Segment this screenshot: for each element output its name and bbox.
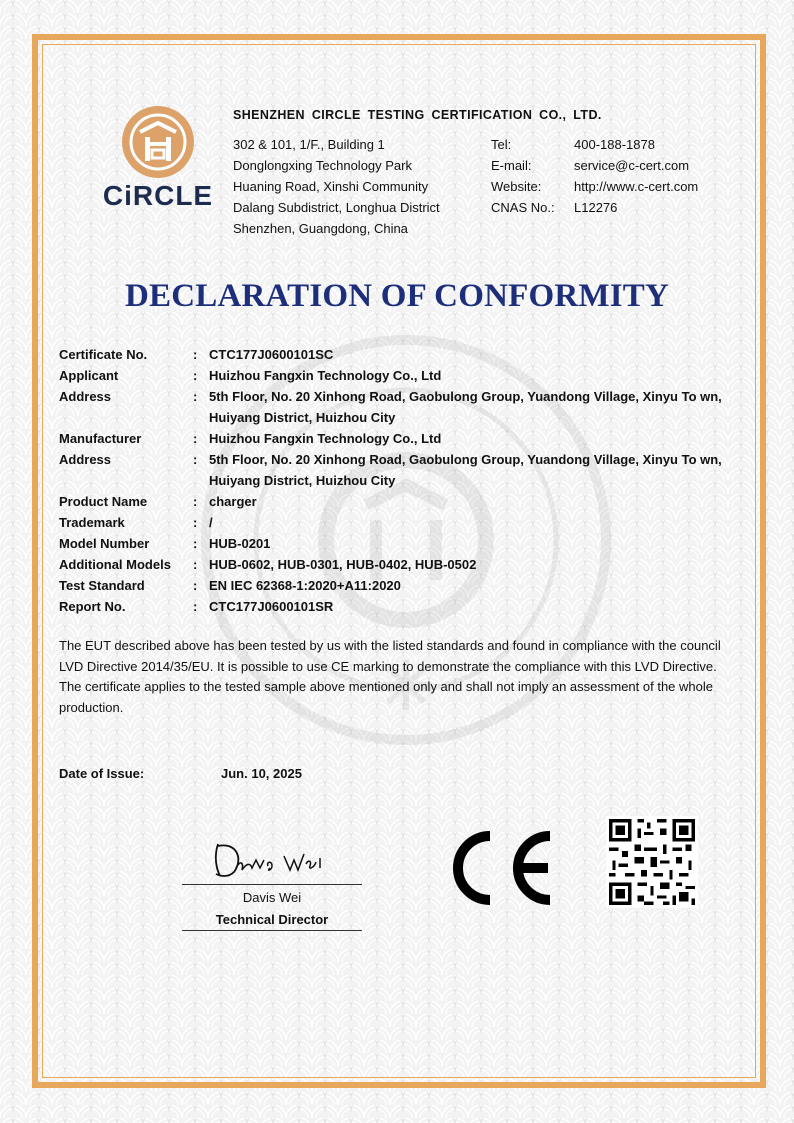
- contact-key: E-mail:: [491, 158, 532, 173]
- contact-website: [491, 176, 698, 197]
- statement-paragraph: The EUT described above has been tested by us with the listed standards and found in compliance with the council LVD Directive 2014/35/EU. It is possible to use CE marking to demonstrate the compliance with this LVD Directive.: [59, 638, 721, 674]
- field-label: Applicant: [59, 368, 119, 383]
- qr-code-icon: [606, 816, 698, 908]
- contact-key: Website:: [491, 179, 542, 194]
- field-label: Model Number: [59, 536, 150, 551]
- compliance-statement: [59, 636, 739, 719]
- field-label: Certificate No.: [59, 347, 148, 362]
- signature-line: [182, 884, 362, 885]
- signature-icon: [206, 838, 336, 882]
- field-label: Address: [59, 389, 112, 404]
- company-address: [233, 134, 440, 239]
- field-separator: :: [193, 515, 198, 530]
- address-line: Huaning Road, Xinshi Community: [233, 179, 429, 194]
- contact-value: 400-188-1878: [574, 137, 655, 152]
- field-separator: :: [193, 557, 198, 572]
- field-additional-models: [59, 554, 749, 575]
- field-report-no: [59, 596, 749, 617]
- field-trademark: [59, 512, 749, 533]
- field-value: CTC177J0600101SR: [209, 599, 334, 614]
- address-line: Dalang Subdistrict, Longhua District: [233, 200, 440, 215]
- contact-email: [491, 155, 698, 176]
- circle-emblem-icon: [120, 104, 196, 180]
- document-title: DECLARATION OF CONFORMITY: [124, 278, 669, 314]
- logo-wordmark: CiRCLE: [102, 180, 214, 211]
- field-value: /: [209, 515, 213, 530]
- field-separator: :: [193, 494, 198, 509]
- signatory-name: Davis Wei: [242, 890, 302, 905]
- address-line: Shenzhen, Guangdong, China: [233, 221, 408, 236]
- field-manufacturer-address: [59, 449, 749, 491]
- field-value: 5th Floor, No. 20 Xinhong Road, Gaobulong Group, Yuandong Village, Xinyu To wn, Huiyang District, Huizhou City: [209, 389, 722, 425]
- field-separator: :: [193, 368, 198, 383]
- field-separator: :: [193, 452, 198, 467]
- field-test-standard: [59, 575, 749, 596]
- field-value: Huizhou Fangxin Technology Co., Ltd: [209, 431, 442, 446]
- field-certificate-no: [59, 344, 749, 365]
- address-line: Donglongxing Technology Park: [233, 158, 412, 173]
- field-label: Additional Models: [59, 557, 171, 572]
- issue-date-value: Jun. 10, 2025: [221, 766, 302, 781]
- field-separator: :: [193, 536, 198, 551]
- contact-cnas: [491, 197, 698, 218]
- field-label: Manufacturer: [59, 431, 142, 446]
- field-separator: :: [193, 578, 198, 593]
- issue-date-label: Date of Issue:: [59, 766, 145, 781]
- address-line: 302 & 101, 1/F., Building 1: [233, 137, 385, 152]
- field-value: HUB-0201: [209, 536, 271, 551]
- field-product-name: [59, 491, 749, 512]
- field-label: Product Name: [59, 494, 148, 509]
- field-separator: :: [193, 389, 198, 404]
- statement-paragraph: The certificate applies to the tested sample above mentioned only and shall not imply an assessment of the whole production.: [59, 679, 713, 716]
- contact-key: CNAS No.:: [491, 200, 555, 215]
- ce-mark-icon: [446, 830, 554, 906]
- signatory-title: Technical Director: [215, 912, 329, 927]
- contact-value: http://www.c-cert.com: [574, 179, 699, 194]
- field-separator: :: [193, 599, 198, 614]
- field-label: Address: [59, 452, 112, 467]
- field-applicant-address: [59, 386, 749, 428]
- field-applicant: [59, 365, 749, 386]
- company-logo: [98, 104, 218, 214]
- contact-value: service@c-cert.com: [574, 158, 690, 173]
- company-name: SHENZHEN CIRCLE TESTING CERTIFICATION CO., LTD.: [233, 108, 602, 122]
- certificate-fields: [59, 344, 749, 617]
- field-value: CTC177J0600101SC: [209, 347, 334, 362]
- contact-value: L12276: [574, 200, 618, 215]
- field-value: EN IEC 62368-1:2020+A11:2020: [209, 578, 401, 593]
- field-value: 5th Floor, No. 20 Xinhong Road, Gaobulong Group, Yuandong Village, Xinyu To wn, Huiyang District, Huizhou City: [209, 452, 722, 488]
- field-separator: :: [193, 347, 198, 362]
- company-contacts: [491, 134, 698, 218]
- field-value: HUB-0602, HUB-0301, HUB-0402, HUB-0502: [209, 557, 477, 572]
- field-model-number: [59, 533, 749, 554]
- field-separator: :: [193, 431, 198, 446]
- field-value: Huizhou Fangxin Technology Co., Ltd: [209, 368, 442, 383]
- contact-tel: [491, 134, 698, 155]
- field-label: Test Standard: [59, 578, 145, 593]
- signature-underline: [182, 930, 362, 931]
- field-label: Trademark: [59, 515, 125, 530]
- field-label: Report No.: [59, 599, 126, 614]
- field-value: charger: [209, 494, 257, 509]
- contact-key: Tel:: [491, 137, 512, 152]
- field-manufacturer: [59, 428, 749, 449]
